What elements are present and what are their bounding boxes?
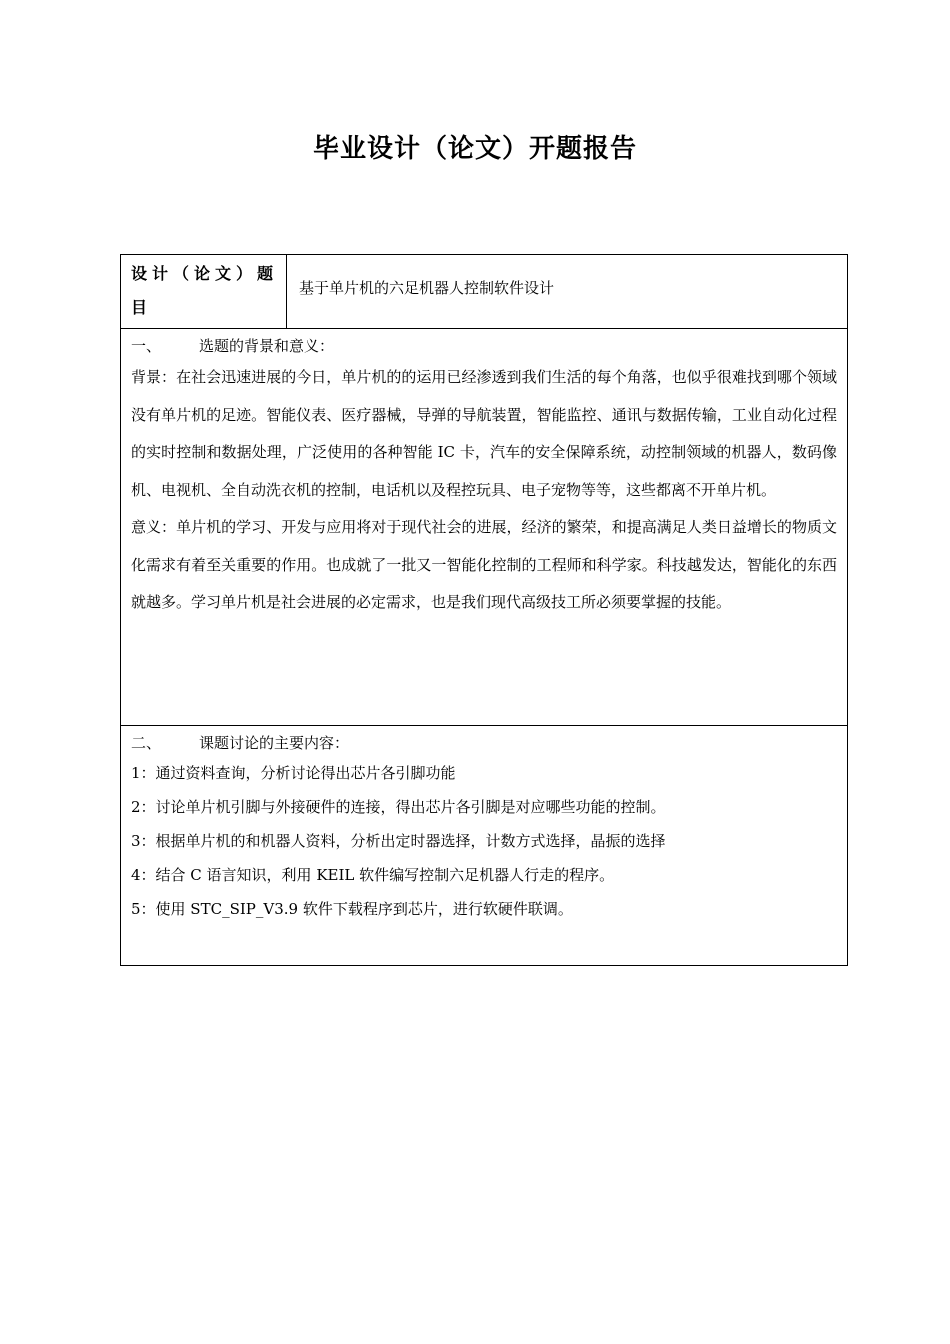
topic-row <box>121 255 847 329</box>
list-item: 4：结合 C 语言知识，利用 KEIL 软件编写控制六足机器人行走的程序。 <box>131 866 615 884</box>
section-number: 二、 <box>131 734 162 752</box>
list-item: 2：讨论单片机引脚与外接硬件的连接，得出芯片各引脚是对应哪些功能的控制。 <box>131 798 666 816</box>
section-number: 一、 <box>131 337 162 355</box>
section-heading-text: 课题讨论的主要内容： <box>199 734 350 752</box>
section-heading-text: 选题的背景和意义： <box>199 337 335 355</box>
list-item: 1：通过资料查询，分析讨论得出芯片各引脚功能 <box>131 764 456 782</box>
background-paragraph: 背景：在社会迅速进展的今日，单片机的的运用已经渗透到我们生活的每个角落，也似乎很难找到哪个领域没有单片机的足迹。智能仪表、医疗器械，导弹的导航装置，智能监控、通讯与数据传输，工业自动化过程的实时控制和数据处理，广泛使用的各种智能 IC 卡，汽车的安全保障系统，动控制领域的机器人，数码像机、电视机、全自动洗衣机的控制，电话机以及程控玩具、电子宠物等等，这些都离不开单片机。 <box>131 368 837 499</box>
list-item: 5：使用 STC_SIP_V3.9 软件下载程序到芯片，进行软硬件联调。 <box>131 900 573 918</box>
significance-paragraph: 意义：单片机的学习、开发与应用将对于现代社会的进展，经济的繁荣，和提高满足人类日益增长的物质文化需求有着至关重要的作用。也成就了一批又一智能化控制的工程师和科学家。科技越发达，智能化的东西就越多。学习单片机是社会进展的必定需求，也是我们现代高级技工所必须要掌握的技能。 <box>131 518 837 611</box>
background-section <box>121 329 847 726</box>
list-item: 3：根据单片机的和机器人资料，分析出定时器选择，计数方式选择，晶振的选择 <box>131 832 666 850</box>
section-heading <box>131 730 837 756</box>
topic-label: 设计（论文）题目 <box>121 255 287 328</box>
section-heading <box>131 333 837 359</box>
document-title: 毕业设计（论文）开题报告 <box>312 134 637 164</box>
topic-value: 基于单片机的六足机器人控制软件设计 <box>299 279 555 297</box>
research-content-section <box>121 726 847 965</box>
report-table <box>120 254 848 966</box>
